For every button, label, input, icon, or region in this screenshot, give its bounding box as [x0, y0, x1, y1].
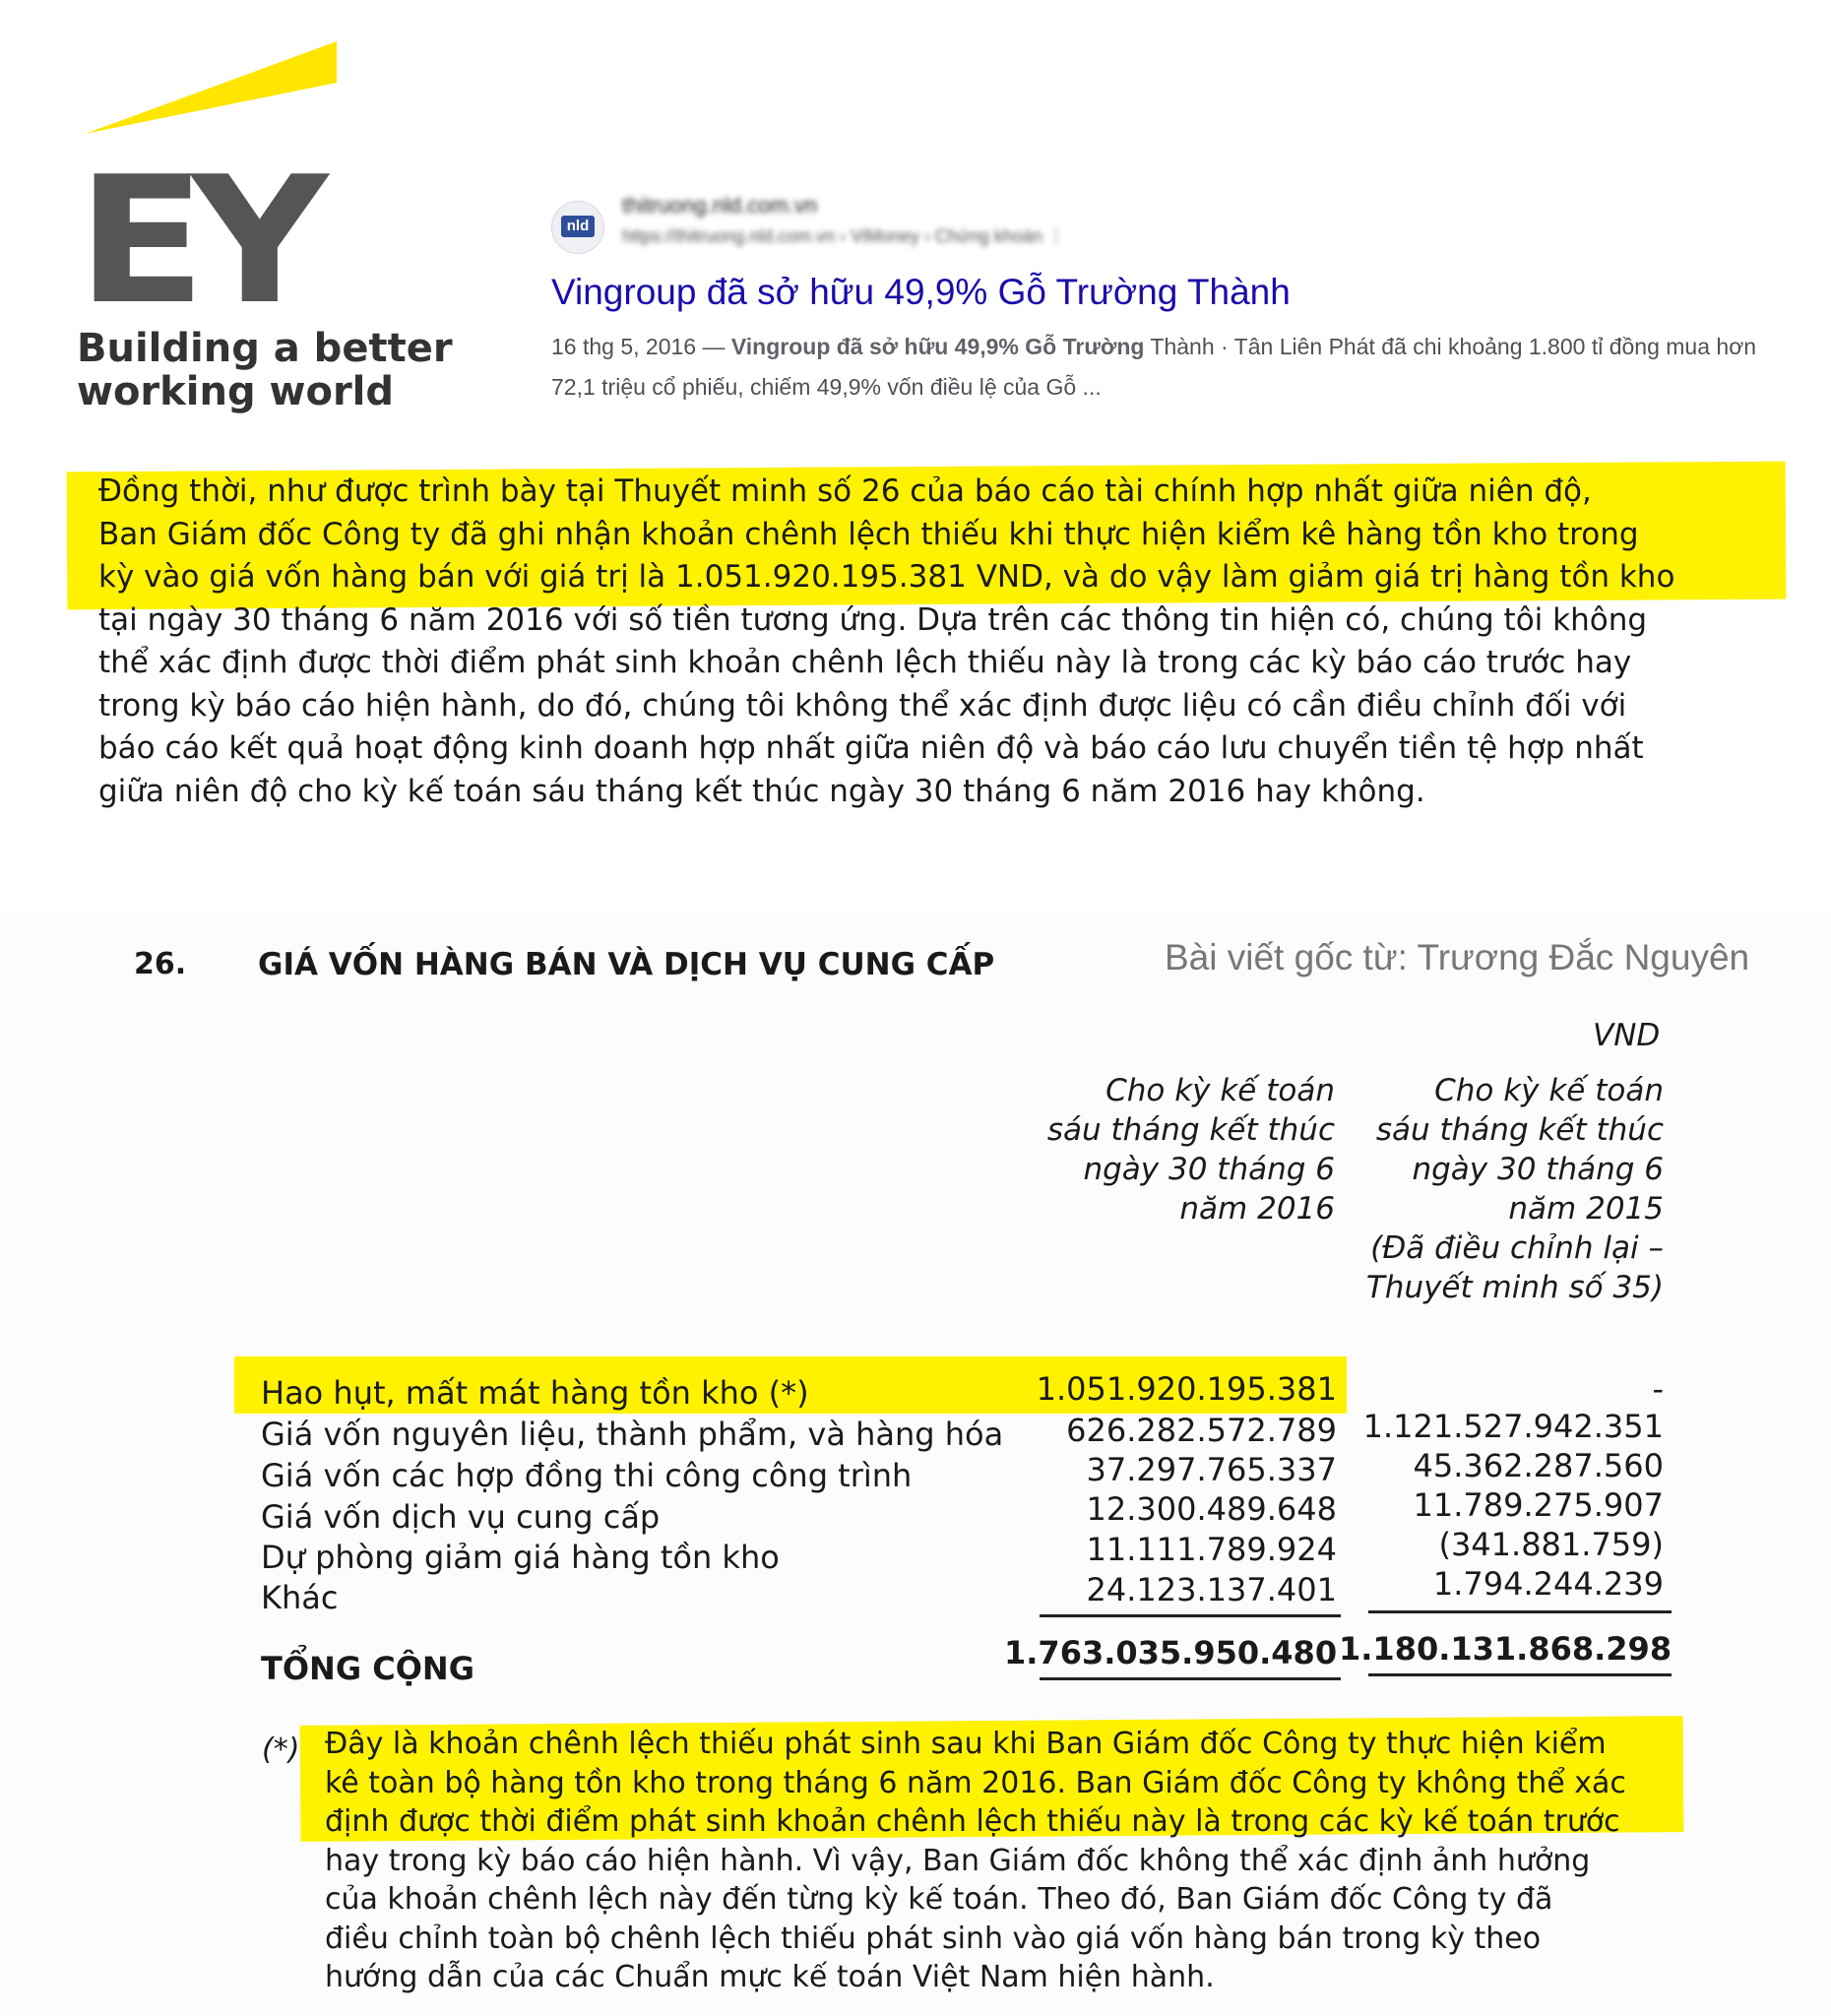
ey-logo-letters: EY: [77, 139, 314, 343]
table-cell-2016: 37.297.765.337: [1086, 1451, 1337, 1488]
site-favicon-icon[interactable]: [551, 201, 604, 254]
note-number: 26.: [134, 947, 187, 981]
table-cell-2016: 12.300.489.648: [1086, 1490, 1337, 1528]
col2-header-line: (Đã điều chỉnh lại –: [1370, 1230, 1664, 1266]
paragraph-line: giữa niên độ cho kỳ kế toán sáu tháng kết thúc ngày 30 tháng 6 năm 2016 hay không.: [98, 773, 1425, 809]
paragraph-line: kỳ vào giá vốn hàng bán với giá trị là 1.051.920.195.381 VND, và do vậy làm giảm giá trị hàng tồn kho: [98, 559, 1675, 595]
table-cell-2016: 1.051.920.195.381: [1036, 1370, 1337, 1408]
table-cell-2015: (341.881.759): [1438, 1526, 1664, 1563]
snippet-bold: Vingroup đã sở hữu 49,9% Gỗ Trường: [730, 334, 1145, 359]
site-name[interactable]: thitruong.nld.com.vn: [622, 193, 818, 218]
ey-tagline-line2: working world: [77, 369, 395, 414]
audit-paragraph: [98, 471, 1772, 813]
total-rule-2015: [1368, 1673, 1672, 1676]
col1-header-line: sáu tháng kết thúc: [1046, 1112, 1335, 1148]
table-cell-2016: 11.111.789.924: [1086, 1531, 1337, 1568]
table-cell-2016: 626.282.572.789: [1066, 1412, 1337, 1449]
col1-header-line: Cho kỳ kế toán: [1105, 1073, 1335, 1108]
col1-header-line: năm 2016: [1179, 1191, 1335, 1227]
ey-logo-beam: [85, 41, 341, 136]
total-2015: 1.180.131.868.298: [1339, 1630, 1673, 1668]
author-credit: Bài viết gốc từ: Trương Đắc Nguyên: [1165, 937, 1750, 977]
favicon-text: nld: [561, 216, 595, 237]
col2-header-line: ngày 30 tháng 6: [1412, 1152, 1664, 1187]
result-snippet: [551, 327, 1782, 408]
footnote-line: điều chỉnh toàn bộ chênh lệch thiếu phát sinh vào giá vốn hàng bán trong kỳ theo: [325, 1921, 1542, 1956]
total-2016: 1.763.035.950.480: [1004, 1634, 1338, 1671]
total-rule-2016: [1040, 1677, 1341, 1680]
subtotal-rule-2015: [1368, 1610, 1672, 1613]
footnote-line: Đây là khoản chênh lệch thiếu phát sinh sau khi Ban Giám đốc Công ty thực hiện kiểm: [325, 1727, 1607, 1761]
col1-header-line: ngày 30 tháng 6: [1083, 1152, 1335, 1187]
site-url[interactable]: https://thitruong.nld.com.vn › ViMoney › Chứng khoán ⋮: [622, 226, 1065, 246]
snippet-rest: Thành · Tân Liên Phát đã chi khoảng 1.800 tỉ đồng mua hơn 72,1 triệu cổ phiếu, chiếm 49,9% vốn điều lệ của Gỗ ...: [551, 334, 1757, 400]
col2-header-line: năm 2015: [1508, 1191, 1664, 1227]
table-cell-2015: 45.362.287.560: [1413, 1447, 1664, 1484]
col2-header-line: sáu tháng kết thúc: [1375, 1112, 1664, 1148]
table-row-label: Khác: [261, 1579, 339, 1616]
col2-header-line: Cho kỳ kế toán: [1434, 1073, 1664, 1108]
paragraph-line: tại ngày 30 tháng 6 năm 2016 với số tiền tương ứng. Dựa trên các thông tin hiện có, chúng tôi không: [98, 601, 1648, 638]
table-row-label: Dự phòng giảm giá hàng tồn kho: [261, 1539, 780, 1576]
table-row-label: Giá vốn các hợp đồng thi công công trình: [261, 1457, 913, 1494]
footnote-line: kê toàn bộ hàng tồn kho trong tháng 6 năm 2016. Ban Giám đốc Công ty không thể xác: [325, 1765, 1626, 1800]
paragraph-line: báo cáo kết quả hoạt động kinh doanh hợp nhất giữa niên độ và báo cáo lưu chuyển tiền tệ hợp nhất: [98, 730, 1644, 766]
table-row-label: Hao hụt, mất mát hàng tồn kho (*): [261, 1374, 809, 1412]
result-title-link[interactable]: Vingroup đã sở hữu 49,9% Gỗ Trường Thành: [551, 272, 1291, 312]
footnote-line: hướng dẫn của các Chuẩn mực kế toán Việt Nam hiện hành.: [325, 1960, 1215, 1994]
table-cell-2015: -: [1652, 1370, 1664, 1408]
table-cell-2016: 24.123.137.401: [1086, 1571, 1337, 1608]
paragraph-line: thể xác định được thời điểm phát sinh khoản chênh lệch thiếu này là trong các kỳ báo cáo trước hay: [98, 645, 1632, 680]
footnote-mark: (*): [262, 1732, 300, 1767]
column-header-2016: [1024, 1071, 1335, 1228]
footnote-line: hay trong kỳ báo cáo hiện hành. Vì vậy, Ban Giám đốc không thể xác định ảnh hưởng: [325, 1843, 1591, 1878]
table-cell-2015: 11.789.275.907: [1413, 1486, 1664, 1524]
ey-tagline-line1: Building a better: [77, 326, 453, 371]
paragraph-line: Đồng thời, như được trình bày tại Thuyết minh số 26 của báo cáo tài chính hợp nhất giữa niên độ,: [98, 473, 1592, 509]
table-cell-2015: 1.794.244.239: [1432, 1565, 1664, 1603]
snippet-date: 16 thg 5, 2016 —: [551, 334, 731, 359]
column-header-2015: [1349, 1071, 1664, 1307]
paragraph-line: trong kỳ báo cáo hiện hành, do đó, chúng tôi không thể xác định được liệu có cần điều chỉnh đối với: [98, 687, 1627, 724]
footnote-line: định được thời điểm phát sinh khoản chênh lệch thiếu này là trong các kỳ kế toán trước: [325, 1804, 1620, 1839]
ey-tagline: [77, 327, 453, 413]
col2-header-line: Thuyết minh số 35): [1365, 1270, 1664, 1305]
footnote-line: của khoản chênh lệch này đến từng kỳ kế toán. Theo đó, Ban Giám đốc Công ty đã: [325, 1882, 1553, 1917]
table-row-label: Giá vốn dịch vụ cung cấp: [261, 1498, 661, 1536]
table-cell-2015: 1.121.527.942.351: [1362, 1408, 1664, 1445]
table-row-label: Giá vốn nguyên liệu, thành phẩm, và hàng hóa: [261, 1416, 1004, 1453]
total-label: TỔNG CỘNG: [261, 1650, 474, 1687]
subtotal-rule-2016: [1040, 1614, 1341, 1617]
paragraph-line: Ban Giám đốc Công ty đã ghi nhận khoản chênh lệch thiếu khi thực hiện kiểm kê hàng tồn kho trong: [98, 516, 1639, 552]
note-title: GIÁ VỐN HÀNG BÁN VÀ DỊCH VỤ CUNG CẤP: [258, 947, 995, 982]
footnote-text: [325, 1725, 1673, 1997]
currency-label: VND: [1593, 1018, 1661, 1053]
